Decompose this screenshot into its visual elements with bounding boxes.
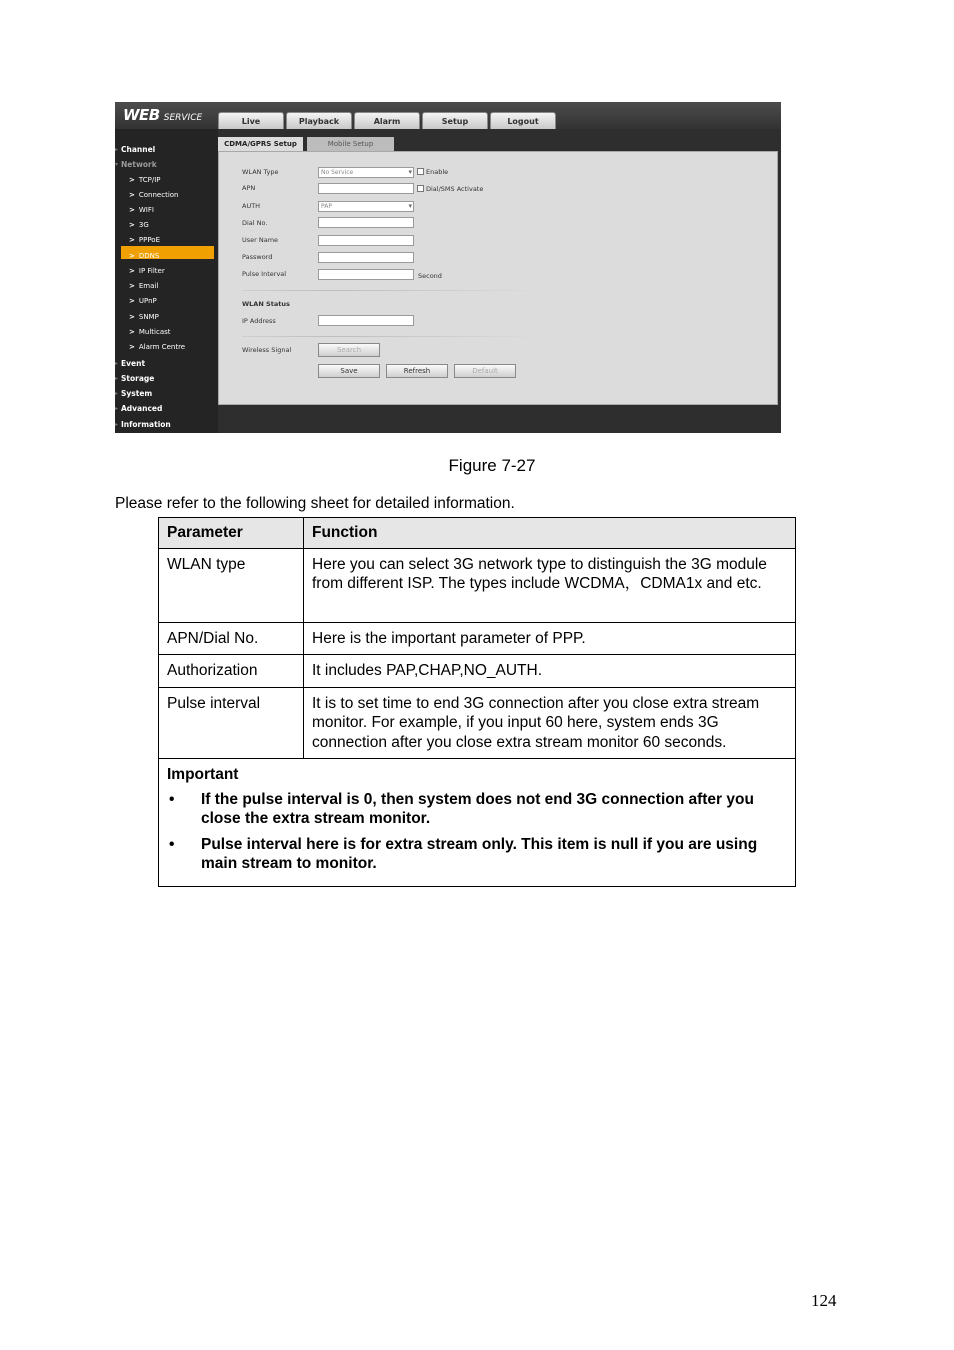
column-header-parameter: Parameter [159, 518, 304, 549]
ip-address-label: IP Address [242, 317, 276, 325]
sidebar-item-alarm-centre[interactable]: > Alarm Centre [129, 343, 185, 351]
important-note [159, 759, 796, 887]
parameter-cell: APN/Dial No. [159, 622, 304, 655]
tab-live[interactable]: Live [218, 112, 284, 129]
enable-checkbox[interactable] [417, 168, 424, 175]
wireless-signal-label: Wireless Signal [242, 346, 292, 354]
sidebar-item-storage[interactable]: ▸ Storage [121, 374, 154, 383]
apn-input[interactable] [318, 183, 414, 194]
table-row [159, 548, 796, 622]
sidebar-item-tcpip[interactable]: > TCP/IP [129, 176, 161, 184]
wlan-type-select[interactable]: No Service ▾ [318, 167, 414, 178]
table-row [159, 655, 796, 688]
important-row [159, 759, 796, 887]
sidebar-item-system[interactable]: ▸ System [121, 389, 152, 398]
user-name-label: User Name [242, 236, 279, 244]
wlan-status-heading: WLAN Status [242, 300, 290, 308]
important-title: Important [167, 766, 239, 783]
user-name-input[interactable] [318, 235, 414, 246]
sidebar-item-ip-filter[interactable]: > IP Filter [129, 267, 165, 275]
page-number: 124 [811, 1291, 837, 1310]
ip-address-field [318, 315, 414, 326]
sidebar-item-pppoe[interactable]: > PPPoE [129, 236, 160, 244]
sidebar-item-upnp[interactable]: > UPnP [129, 297, 157, 305]
apn-label: APN [242, 184, 256, 192]
search-button[interactable]: Search [318, 343, 380, 357]
table-header-row [159, 518, 796, 549]
sidebar-item-advanced[interactable]: ▸ Advanced [121, 404, 162, 413]
enable-label: Enable [426, 168, 449, 176]
separator [242, 336, 542, 337]
pulse-interval-input[interactable] [318, 269, 414, 280]
web-service-screenshot [115, 102, 781, 433]
sidebar-item-3g[interactable]: > 3G [129, 221, 149, 229]
tab-setup[interactable]: Setup [422, 112, 488, 129]
parameter-table [158, 517, 796, 887]
tab-logout[interactable]: Logout [490, 112, 556, 129]
subtab-cdma-gprs-setup[interactable]: CDMA/GPRS Setup [218, 137, 303, 152]
pulse-interval-label: Pulse Interval [242, 270, 287, 278]
separator [242, 290, 542, 291]
important-item-text: If the pulse interval is 0, then system does not end 3G connection after you close the extra stream monitor. [201, 790, 754, 827]
auth-label: AUTH [242, 202, 261, 210]
password-input[interactable] [318, 252, 414, 263]
sidebar-item-multicast[interactable]: > Multicast [129, 328, 171, 336]
intro-text: Please refer to the following sheet for detailed information. [115, 495, 515, 512]
bullet-icon: • [169, 835, 175, 853]
settings-sidebar [115, 129, 218, 433]
sidebar-item-channel[interactable]: ▸ Channel [121, 145, 155, 154]
function-cell: Here you can select 3G network type to distinguish the 3G module from different ISP. The types include WCDMA，CDMA1x and etc. [304, 548, 796, 622]
function-cell: It is to set time to end 3G connection after you close extra stream monitor. For example, if you input 60 here, system ends 3G connection after you close extra stream monitor 60 seconds. [304, 687, 796, 759]
table-row [159, 622, 796, 655]
wlan-type-label: WLAN Type [242, 168, 279, 176]
dial-no-input[interactable] [318, 217, 414, 228]
table-row [159, 687, 796, 759]
important-item [167, 790, 787, 829]
column-header-function: Function [304, 518, 796, 549]
sidebar-item-email[interactable]: > Email [129, 282, 158, 290]
dial-no-label: Dial No. [242, 219, 268, 227]
subtab-mobile-setup[interactable]: Mobile Setup [307, 137, 394, 152]
sidebar-item-ddns[interactable]: > DDNS [129, 252, 159, 260]
password-label: Password [242, 253, 273, 261]
sidebar-item-information[interactable]: ▸ Information [121, 420, 171, 429]
important-item [167, 835, 787, 874]
tab-alarm[interactable]: Alarm [354, 112, 420, 129]
important-item-text: Pulse interval here is for extra stream only. This item is null if you are using main stream to monitor. [201, 835, 758, 872]
function-cell: It includes PAP,CHAP,NO_AUTH. [304, 655, 796, 688]
refresh-button[interactable]: Refresh [386, 364, 448, 378]
sidebar-item-snmp[interactable]: > SNMP [129, 313, 159, 321]
default-button[interactable]: Default [454, 364, 516, 378]
auth-select[interactable]: PAP ▾ [318, 201, 414, 212]
bullet-icon: • [169, 790, 175, 808]
sidebar-item-network[interactable]: ▾ Network [121, 160, 157, 169]
parameter-cell: WLAN type [159, 548, 304, 622]
web-service-logo: WEB SERVICE [123, 106, 203, 124]
dial-sms-activate-checkbox[interactable] [417, 185, 424, 192]
cdma-gprs-form [218, 151, 778, 405]
second-unit-label: Second [418, 272, 442, 280]
figure-caption: Figure 7-27 [448, 456, 536, 475]
sidebar-item-wifi[interactable]: > WIFI [129, 206, 154, 214]
function-cell: Here is the important parameter of PPP. [304, 622, 796, 655]
parameter-cell: Pulse interval [159, 687, 304, 759]
tab-playback[interactable]: Playback [286, 112, 352, 129]
parameter-cell: Authorization [159, 655, 304, 688]
top-bar [115, 102, 781, 129]
sidebar-item-connection[interactable]: > Connection [129, 191, 178, 199]
dial-sms-activate-label: Dial/SMS Activate [426, 185, 484, 193]
save-button[interactable]: Save [318, 364, 380, 378]
sidebar-item-event[interactable]: ▸ Event [121, 359, 145, 368]
